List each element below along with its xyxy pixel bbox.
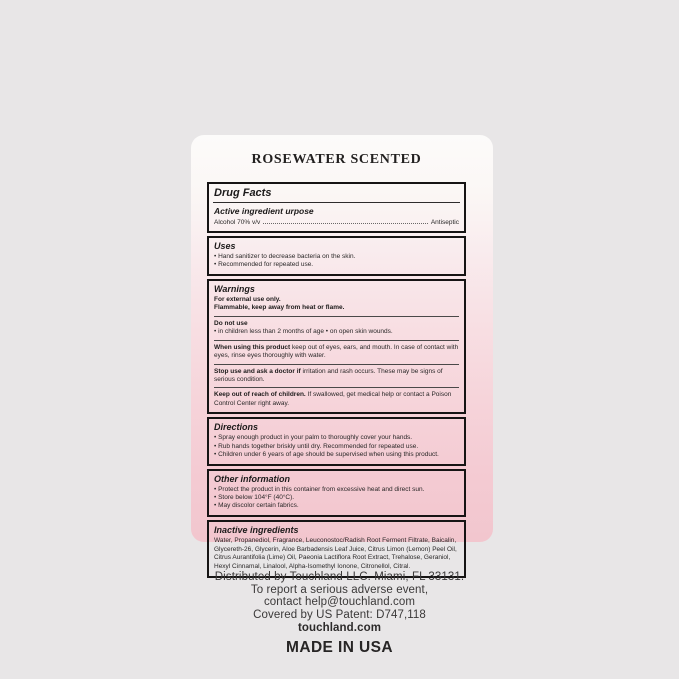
- website-url: touchland.com: [297, 621, 382, 634]
- when-using-block: [214, 344, 459, 361]
- directions-box: [207, 417, 466, 465]
- keep-out-block: [214, 391, 459, 408]
- contact-email-line: contact help@touchland.com: [263, 596, 416, 609]
- uses-heading: Uses: [214, 241, 236, 251]
- when-using-lead: When using this product: [214, 343, 291, 351]
- directions-bullet: • Spray enough product in your palm to thoroughly cover your hands.: [214, 434, 413, 442]
- active-ingredient-purpose: Antiseptic: [430, 219, 459, 226]
- do-not-use-text: • in children less than 2 months of age • on open skin wounds.: [214, 328, 393, 336]
- stop-use-text: irritation and rash occurs. These may be signs of serious condition.: [214, 367, 443, 383]
- uses-bullet: • Hand sanitizer to decrease bacteria on the skin.: [214, 253, 356, 260]
- divider: [214, 316, 459, 317]
- external-use-line: For external use only.: [214, 295, 281, 303]
- uses-bullet: • Recommended for repeated use.: [214, 261, 314, 269]
- other-information-bullet: • May discolor certain fabrics.: [214, 502, 299, 510]
- do-not-use-lead: Do not use: [214, 319, 248, 327]
- drug-facts-header-box: [207, 182, 466, 233]
- warnings-heading: Warnings: [214, 283, 255, 294]
- drug-facts-panel: [207, 182, 466, 578]
- divider: [214, 387, 459, 388]
- directions-bullet: • Rub hands together briskly until dry. Recommended for repeated use.: [214, 442, 419, 450]
- directions-heading: Directions: [214, 422, 259, 433]
- when-using-text: keep out of eyes, ears, and mouth. In case of contact with eyes, rinse eyes thoroughly with water.: [214, 343, 459, 360]
- patent-line: Covered by US Patent: D747,118: [253, 609, 426, 622]
- dotted-leader: [263, 223, 428, 224]
- stop-use-lead: Stop use and ask a doctor if: [214, 367, 301, 375]
- warnings-box: [207, 279, 466, 414]
- keep-out-text: If swallowed, get medical help or contact a Poison Control Center right away.: [214, 391, 452, 407]
- active-ingredient-row: [214, 219, 459, 227]
- adverse-event-line: To report a serious adverse event,: [250, 583, 429, 596]
- other-information-heading: Other information: [214, 473, 290, 484]
- divider: [214, 340, 459, 341]
- directions-bullet: • Children under 6 years of age should be supervised when using this product.: [214, 451, 439, 459]
- flammable-line: Flammable, keep away from heat or flame.: [214, 304, 345, 312]
- scent-title: ROSEWATER SCENTED: [251, 152, 422, 167]
- active-ingredient-name: Alcohol 70% v/v: [214, 219, 261, 226]
- inactive-ingredients-heading: Inactive ingredients: [214, 524, 299, 535]
- active-ingredient-heading: Active ingredient urpose: [214, 206, 314, 216]
- footer: [0, 571, 679, 654]
- drug-facts-title: Drug Facts: [214, 187, 272, 199]
- divider: [213, 202, 460, 203]
- divider: [214, 364, 459, 365]
- inactive-ingredients-text: Water, Propanediol, Fragrance, Leuconostoc/Radish Root Ferment Filtrate, Baicalin, Glycereth-26, Glycerin, Aloe Barbadensis Leaf Juice, Citrus Limon (Lemon) Peel Oil, Citrus Aurantifolia (Lime) Oil, Paeonia Lactiflora Root Extract, Trehalose, Geraniol, Hexyl Cinnamal, Linalool, Alpha-Isomethyl Ionone, Citronellol, Citral.: [214, 536, 457, 571]
- distributor-line: Distributed by Touchland LLC. Miami, FL 33131.: [214, 571, 465, 583]
- stop-use-block: [214, 368, 459, 385]
- product-label-card: [191, 135, 493, 571]
- other-information-bullet: • Protect the product in this container from excessive heat and direct sun.: [214, 485, 425, 493]
- uses-box: [207, 236, 466, 276]
- other-information-box: [207, 469, 466, 517]
- inactive-ingredients-box: [207, 520, 466, 578]
- do-not-use-block: [214, 320, 459, 337]
- other-information-bullet: • Store below 104°F (40°C).: [214, 494, 295, 501]
- made-in-usa-text: MADE IN USA: [286, 638, 393, 656]
- keep-out-lead: Keep out of reach of children.: [214, 391, 306, 399]
